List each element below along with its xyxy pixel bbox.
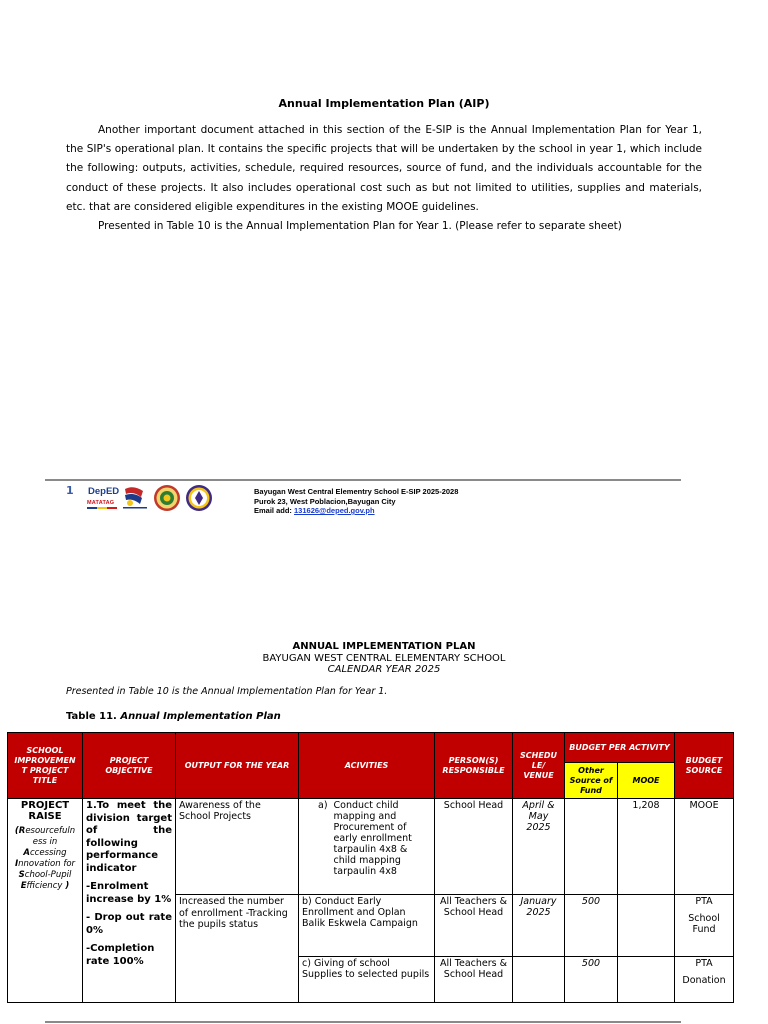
calendar-year: CALENDAR YEAR 2025 — [327, 664, 441, 675]
schedule-cell — [513, 957, 565, 1003]
schedule-cell: January 2025 — [513, 895, 565, 957]
header-activities: ACIVITIES — [299, 733, 435, 799]
other-fund-cell: 500 — [565, 957, 618, 1003]
table-row — [8, 799, 734, 895]
output-cell: Increased the number of enrollment -Tracking the pupils status — [176, 895, 299, 1003]
activity-cell: b) Conduct Early Enrollment and Oplan Balik Eskwela Campaign — [299, 895, 435, 957]
footer-email-line: Email add: 131626@deped.gov.ph — [254, 506, 375, 515]
other-fund-cell: 500 — [565, 895, 618, 957]
division-seal-icon — [153, 484, 181, 512]
intro-text — [66, 121, 702, 236]
budget-source-cell: PTA School Fund — [675, 895, 734, 957]
table-caption: Table 11. Annual Implementation Plan — [66, 711, 281, 722]
school-name: BAYUGAN WEST CENTRAL ELEMENTARY SCHOOL — [262, 653, 506, 664]
activity-cell: a) Conduct child mapping and Procurement of early enrollment tarpaulin 4x8 & child mapping tarpaulin 4x8 — [299, 799, 435, 895]
footer-address-line: Purok 23, West Poblacion,Bayugan City — [254, 496, 396, 506]
email-link[interactable]: 131626@deped.gov.ph — [294, 506, 375, 515]
schedule-cell: April & May 2025 — [513, 799, 565, 895]
header-project-title: SCHOOL IMPROVEMEN T PROJECT TITLE — [8, 733, 83, 799]
mooe-cell — [618, 895, 675, 957]
other-fund-cell — [565, 799, 618, 895]
header-budget-source: BUDGET SOURCE — [675, 733, 734, 799]
budget-source-cell: PTA Donation — [675, 957, 734, 1003]
footer-logos — [87, 483, 213, 513]
plan-heading: ANNUAL IMPLEMENTATION PLAN — [292, 641, 476, 652]
persons-cell: All Teachers & School Head — [435, 957, 513, 1003]
project-title-cell: PROJECT RAISE (Resourcefuln ess in Accessing Innovation for School-Pupil Efficiency ) — [8, 799, 83, 1003]
aip-table — [7, 732, 734, 1003]
header-other-source: Other Source of Fund — [565, 763, 618, 799]
header-output: OUTPUT FOR THE YEAR — [176, 733, 299, 799]
header-objective: PROJECT OBJECTIVE — [83, 733, 176, 799]
deped-logo-icon: DepED MATATAG — [87, 484, 117, 512]
intro-paragraph-2: Presented in Table 10 is the Annual Implementation Plan for Year 1. (Please refer to separate sheet) — [98, 220, 622, 233]
intro-paragraph-1: Another important document attached in this section of the E-SIP is the Annual Implementation Plan for Year 1, the SIP's operational plan. It contains the specific projects that will be undertaken by the school in year 1, which include the following: outputs, activities, schedule, required resources, source of fund, and the individuals accountable for the conduct of these projects. It also includes operational cost such as but not limited to utilities, supplies and materials, etc. that are considered eligible expenditures in the existing MOOE guidelines. — [66, 124, 702, 213]
header-schedule: SCHEDU LE/ VENUE — [513, 733, 565, 799]
header-mooe: MOOE — [618, 763, 675, 799]
output-cell: Awareness of the School Projects — [176, 799, 299, 895]
persons-cell: School Head — [435, 799, 513, 895]
footer-school-line: Bayugan West Central Elementry School E-SIP 2025-2028 — [254, 487, 459, 496]
persons-cell: All Teachers & School Head — [435, 895, 513, 957]
school-seal-icon — [185, 484, 213, 512]
footer-address — [254, 487, 458, 516]
header-persons: PERSON(S) RESPONSIBLE — [435, 733, 513, 799]
presented-note: Presented in Table 10 is the Annual Implementation Plan for Year 1. — [66, 686, 388, 697]
footer-divider — [45, 479, 681, 481]
bagong-pilipinas-logo-icon — [121, 485, 149, 511]
activity-cell: c) Giving of school Supplies to selected pupils — [299, 957, 435, 1003]
mooe-cell — [618, 957, 675, 1003]
mooe-cell: 1,208 — [618, 799, 675, 895]
header-budget-per-activity: BUDGET PER ACTIVITY — [565, 733, 675, 763]
page-bottom-divider — [45, 1021, 681, 1023]
budget-source-cell: MOOE — [675, 799, 734, 895]
page-number: 1 — [66, 484, 74, 497]
objective-cell: 1.To meet the division target of the following performance indicator -Enrolment increase by 1% - Drop out rate 0% -Completion rate 100% — [83, 799, 176, 1003]
page-title: Annual Implementation Plan (AIP) — [278, 97, 490, 110]
